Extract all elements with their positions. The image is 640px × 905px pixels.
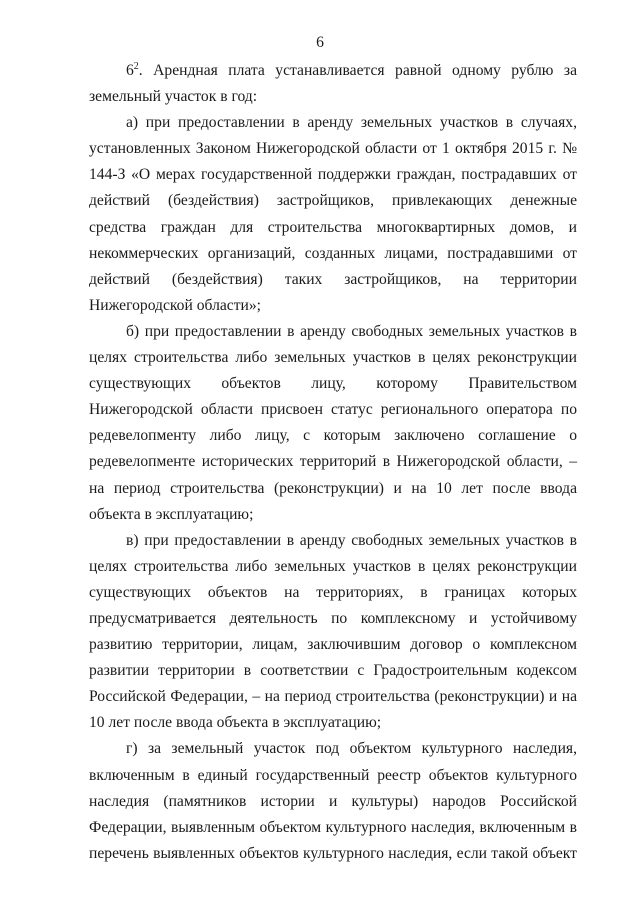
paragraph-number: 6: [126, 62, 134, 79]
paragraph-item-a: а) при предоставлении в аренду земельных участков в случаях, установленных Законом Нижегородской области от 1 октября 2015 г. № 144-З «О мерах государственной поддержки граждан, пострадавших от действий (бездействия) застройщиков, привлекающих денежные средства граждан для строительства многоквартирных домов, и некоммерческих организаций, созданных лицами, пострадавшими от действий (бездействия) таких застройщиков, на территории Нижегородской области»;: [89, 114, 577, 314]
paragraph-item-v: в) при предоставлении в аренду свободных земельных участков в целях строительства либо земельных участков в целях реконструкции существующих объектов на территориях, в границах которых предусматривается деятельность по комплексному и устойчивому развитию территории, лицам, заключившим договор о комплексном развитии территории в соответствии с Градостроительным кодексом Российской Федерации, – на период строительства (реконструкции) и на 10 лет после ввода объекта в эксплуатацию;: [89, 531, 577, 732]
paragraph-number-superscript: 2: [133, 61, 139, 72]
paragraph-text: . Арендная плата устанавливается равной одному рублю за земельный участок в год:: [89, 62, 577, 106]
paragraph-item-b: б) при предоставлении в аренду свободных земельных участков в целях строительства либо земельных участков в целях реконструкции существующих объектов лицу, которому Правительством Нижегородской области присвоен статус регионального оператора по редевелопменту либо лицу, с которым заключено соглашение о редевелопменте исторических территорий в Нижегородской области, – на период строительства (реконструкции) и на 10 лет после ввода объекта в эксплуатацию;: [89, 322, 577, 523]
paragraph-6-2: [89, 58, 577, 110]
page-number: 6: [316, 34, 324, 51]
paragraph-item-g: г) за земельный участок под объектом культурного наследия, включенным в единый государственный реестр объектов культурного наследия (памятников истории и культуры) народов Российской Федерации, выявленным объектом культурного наследия, включенным в перечень выявленных объектов культурного наследия, если такой объект: [89, 740, 577, 862]
document-body: [89, 58, 577, 867]
